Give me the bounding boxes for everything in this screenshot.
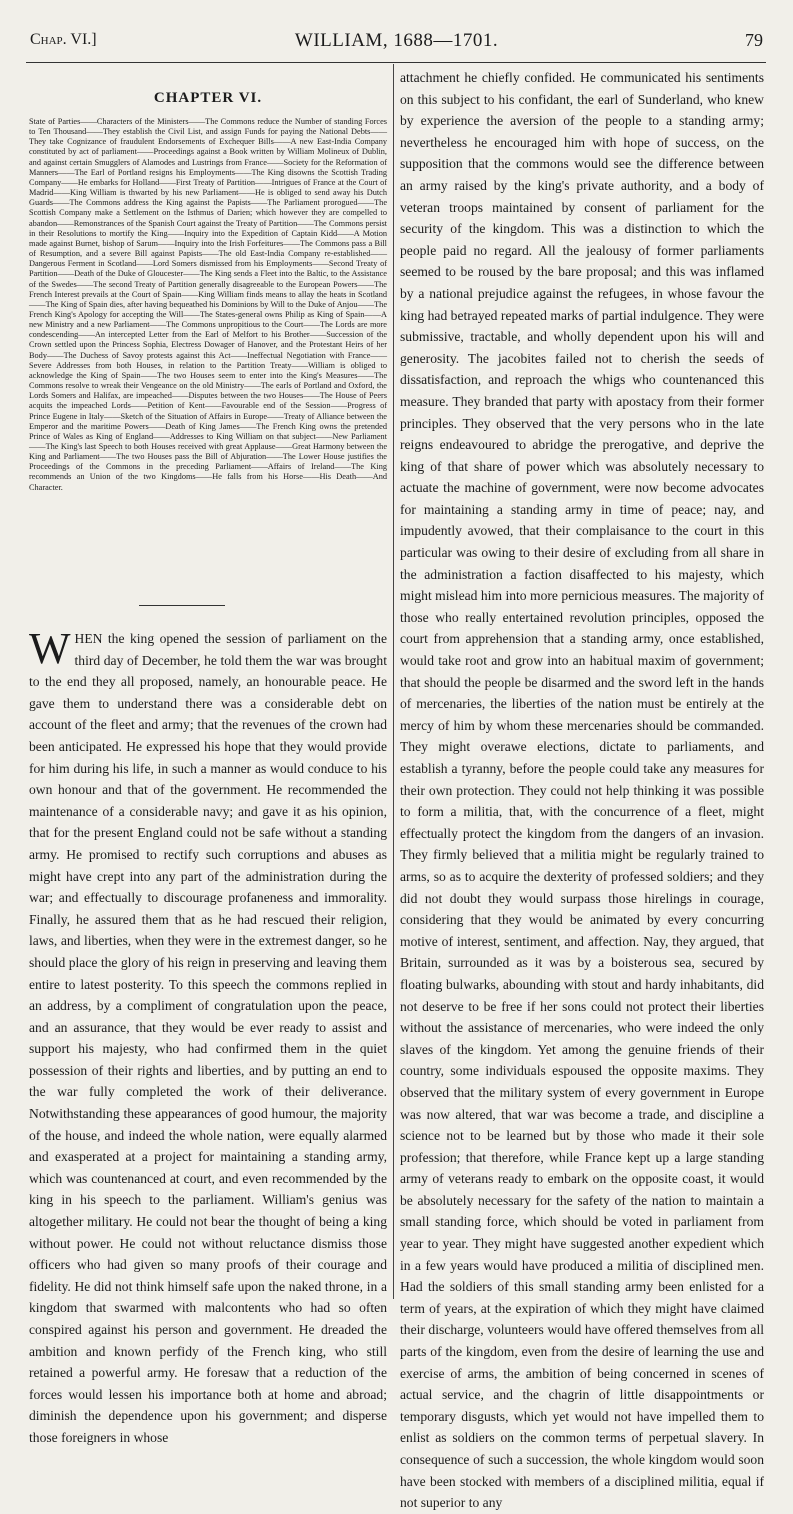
page-number: 79: [745, 30, 763, 50]
running-header: [0, 0, 793, 58]
chapter-summary: State of Parties——Characters of the Ministers——The Commons reduce the Number of standing Forces to Ten Thousand——They establish the Civil List, and assign Funds for paying the National Debts——They take Cognizance of fraudulent Endorsements of Exchequer Bills——A new East-India Company constituted by act of parliament——Proceedings against a Book written by William Molineux of Dublin, and against certain Smugglers of Alamodes and Lustrings from France——Society for the Reformation of Manners——The Earl of Portland resigns his Employments——The King disowns the Scottish Trading Company——He embarks for Holland——First Treaty of Partition——Intrigues of France at the Court of Madrid——King William is thwarted by his new Parliament——He is obliged to send away his Dutch Guards——The Commons address the King against the Papists——The Parliament prorogued——The Scottish Company make a Settlement on the Isthmus of Darien; which however they are compelled to abandon——Remonstrances of the Spanish Court against the Treaty of Partition——The Commons persist in their Resolutions to mortify the King——Inquiry into the Expedition of Captain Kidd——A Motion made against Burnet, bishop of Sarum——Inquiry into the Irish Forfeitures——The Commons pass a Bill of Resumption, and a severe Bill against Papists——The old East-India Company re-established——Dangerous Ferment in Scotland——Lord Somers dismissed from his Employments——Second Treaty of Partition——Death of the Duke of Gloucester——The King sends a Fleet into the Baltic, to the Assistance of the Swedes——The second Treaty of Partition generally disagreeable to the European Powers——The French Interest prevails at the Court of Spain——King William finds means to allay the heats in Scotland——The King of Spain dies, after having bequeathed his Dominions by Will to the Duke of Anjou——The French King's Apology for accepting the Will——The States-general owns Philip as King of Spain——A new Ministry and a new Parliament——The Commons unpropitious to the Court——The Lords are more condescending——An intercepted Letter from the Earl of Melfort to his Brother——Succession of the Crown settled upon the Princess Sophia, Electress Dowager of Hanover, and the Protestant Heirs of her Body——The Duchess of Savoy protests against this Act——Ineffectual Negotiation with France——Severe Addresses from both Houses, in relation to the Partition Treaty——William is obliged to acknowledge the King of Spain——The two Houses seem to enter into the King's Measures——The Commons resolve to wreak their Vengeance on the old Ministry——The earls of Portland and Oxford, the Lords Somers and Halifax, are impeached——Disputes between the two Houses——The House of Peers acquits the impeached Lords——Petition of Kent——Favourable end of the Session——Progress of Prince Eugene in Italy——Sketch of the Situation of Affairs in Europe——Treaty of Alliance between the Emperor and the maritime Powers——Death of King James——The French King owns the pretended Prince of Wales as King of England——Addresses to King William on that subject——New Parliament——The King's last Speech to both Houses received with great Applause——Great Harmony between the King and Parliament——The two Houses pass the Bill of Abjuration——The Lower House justifies the Proceedings of the Commons in the preceding Parliament——Affairs of Ireland——The King recommends an Union of the two Kingdoms——He falls from his Horse——His Death——And Character.: [29, 117, 387, 492]
left-column-top: [29, 90, 387, 547]
summary-separator: [139, 605, 225, 606]
header-rule: [26, 62, 766, 63]
right-column-text: attachment he chiefly confided. He communicated his sentiments on this subject to his confidant, the earl of Sunderland, who knew by experience the aversion of the people to a standing army; nevertheless he encouraged him with hope of success, on the supposition that the commons would see the difference between an army raised by the king's private authority, and a body of veteran troops maintained by consent of parliament for the security of the kingdom. This was a distinction to which the people paid no regard. All the jealousy of former parliaments seemed to be roused by the bare proposal; and this was inflamed by a national prejudice against the refugees, in whose favour the king had betrayed repeated marks of partial indulgence. They were submissive, tractable, and wholly dependent upon his will and generosity. The jacobites failed not to cherish the seeds of dissatisfaction, and reproach the whigs who countenanced this measure. They branded that party with apostacy from their former principles. They observed that the very persons who in the late reigns endeavoured to abridge the prerogative, and deprive the king of that share of power which was absolutely necessary to actuate the machine of government, were now become advocates for maintaining a standing army in time of peace; nay, and impudently avowed, that their complaisance to the court in this particular was owing to their desire of excluding from all share in the administration a faction disaffected to his majesty, which might mislead him into more pernicious measures. The majority of those who really entertained revolution principles, opposed the court from apprehension that a standing army, once established, would take root and grow into an habitual maxim of government; that should the people be disarmed and the sword left in the hands of mercenaries, the liberties of the nation must be entirely at the mercy of him by whom these mercenaries should be commanded. They might overawe elections, dictate to parliaments, and establish a tyranny, before the people could take any measures for their own protection. They could not help thinking it was possible to form a militia, that, with the concurrence of a fleet, might effectually protect the kingdom from the dangers of an invasion. They firmly believed that a militia might be regularly trained to arms, so as to acquire the dexterity of professed soldiers; and they did not doubt they would surpass those hirelings in courage, considering that they would be animated by every concurring motive of interest, sentiment, and affection. Nay, they argued, that Britain, surrounded as it was by a boisterous sea, secured by floating bulwarks, abounding with stout and hardy inhabitants, did not deserve to be free if her sons could not protect their liberties without the assistance of mercenaries, who were indeed the only slaves of the kingdom. Yet among the genuine friends of their country, some individuals espoused the opposite maxims. They observed that the military system of every government in Europe was now altered, that war was become a trade, and discipline a science not to be learned but by those who made it their sole profession; that therefore, while France kept up a large standing army of veterans ready to embark on the opposite coast, it would be absolutely necessary for the safety of the nation to maintain a small standing force, which should be voted in parliament from year to year. They might have suggested another expedient which in a few years would have produced a militia of disciplined men. Had the soldiers of this small standing army been enlisted for a term of years, at the expiration of which they might have claimed their discharge, volunteers would have offered themselves from all parts of the kingdom, even from the desire of learning the use and exercise of arms, the ambition of being concerned in scenes of actual service, and the chagrin of little disappointments or temporary disgusts, which yet would not have impelled them to enlist as soldiers on the common terms of perpetual slavery. In consequence of such a succession, the whole kingdom would soon have been stocked with members of a disciplined militia, equal if not superior to any: [400, 70, 764, 1511]
running-title: WILLIAM, 1688—1701.: [294, 30, 499, 51]
left-column-text: HEN the king opened the session of parliament on the third day of December, he told them the war was brought to the end they all proposed, namely, an honourable peace. He gave them to understand there was a considerable debt on account of the fleet and army; that the revenues of the crown had been anticipated. He expressed his hope that they would provide for him during his life, in such a manner as would conduce to his own honour and that of the government. He recommended the maintenance of a considerable navy; and gave it as his opinion, that for the present England could not be safe without a standing army. He promised to rectify such corruptions and abuses as might have crept into any part of the administration during the war; and effectually to discourage profaneness and immorality. Finally, he assured them that as he had rescued their religion, laws, and liberties, when they were in the extremest danger, so he should place the glory of his reign in preserving and leaving them entire to latest posterity. To this speech the commons replied in an address, by a compliment of congratulation upon the peace, and an assurance, that they would be ever ready to assist and support his majesty, who had confirmed them in the quiet possession of their rights and liberties, and by putting an end to the war fully completed the work of their deliverance. Notwithstanding these appearances of good humour, the majority of the house, and indeed the whole nation, were equally alarmed and exasperated at a project for maintaining a standing army, which was countenanced at court, and even recommended by the king in his speech to the parliament. William's genius was altogether military. He could not bear the thought of being a king without power. He could not without reluctance dismiss those officers who had given so many proofs of their courage and fidelity. He did not think himself safe upon the naked throne, in a kingdom that swarmed with malcontents who had so often conspired against his person and government. He dreaded the ambition and known perfidy of the French king, who still retained a powerful army. He foresaw that a reduction of the forces would lessen his importance both at home and abroad; diminish the dependence upon his government; and disperse those foreigners in whose: [29, 631, 387, 1445]
chapter-reference: Chap. VI.]: [30, 31, 97, 48]
right-column: [400, 67, 764, 1511]
chapter-title: CHAPTER VI.: [153, 90, 263, 106]
drop-cap: W: [29, 624, 71, 673]
column-divider: [393, 64, 394, 1299]
left-column-body: [29, 624, 387, 1445]
